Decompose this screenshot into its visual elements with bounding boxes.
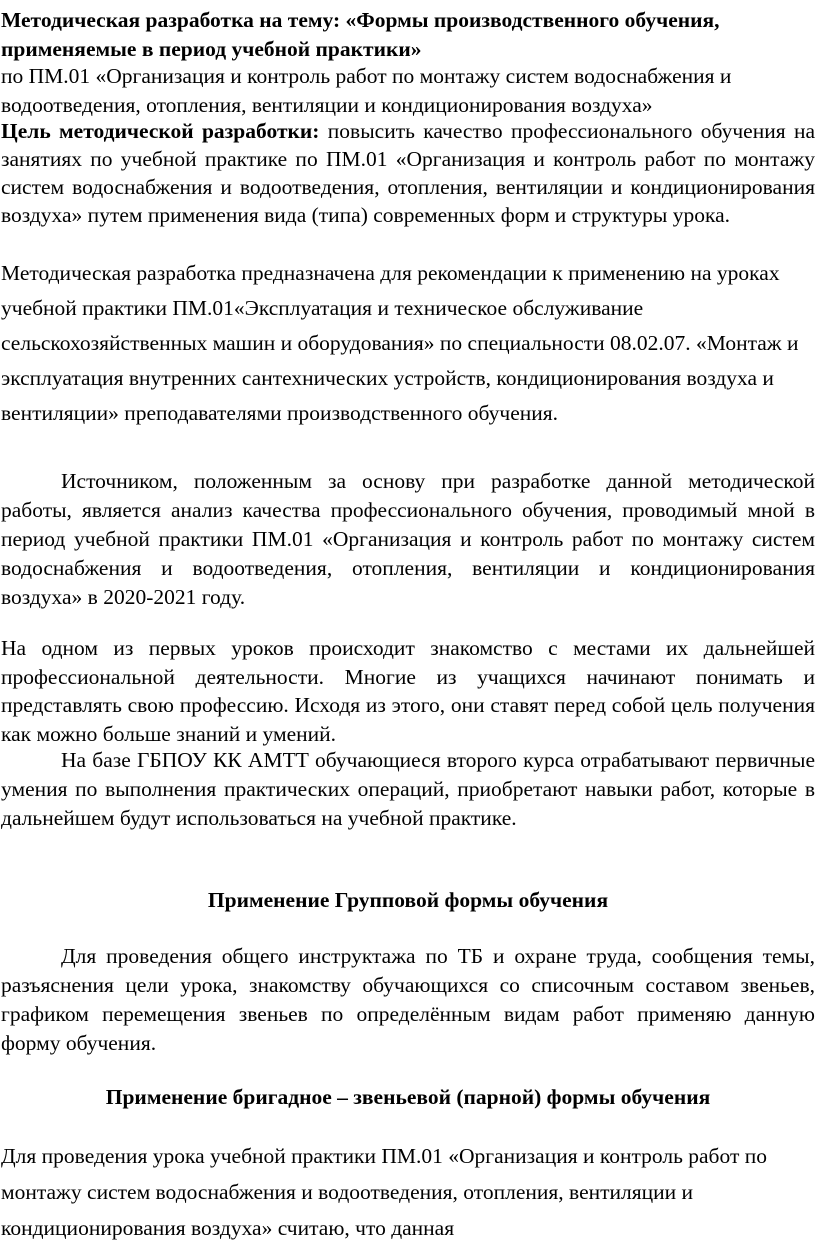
goal-label: Цель методической разработки: [1, 119, 320, 143]
section-heading-brigade: Применение бригадное – звеньевой (парной) формы обучения [105, 1085, 711, 1109]
document-title: Методическая разработка на тему: «Формы производственного обучения, применяемые в период учебной практики» [1, 8, 720, 61]
purpose-paragraph: Методическая разработка предназначена для рекомендации к применению на уроках учебной практики ПМ.01«Эксплуатация и техническое обслуживание сельскохозяйственных машин и оборудования» по специальности 08.02.07. «Монтаж и эксплуатация внутренних сантехнических устройств, кондиционирования воздуха и вентиляции» преподавателями производственного обучения. [1, 261, 799, 425]
brigade-form-paragraph: Для проведения урока учебной практики ПМ.01 «Организация и контроль работ по монтажу систем водоснабжения и водоотведения, отопления, вентиляции и кондиционирования воздуха» считаю, что данная [1, 1144, 767, 1240]
intro-paragraph: На одном из первых уроков происходит знакомство с местами их дальнейшей профессиональной деятельности. Многие из учащихся начинают понимать и представлять свою профессию. Исходя из этого, они ставят перед собой цель получения как можно больше знаний и умений. [1, 636, 815, 746]
document-subtitle: по ПМ.01 «Организация и контроль работ по монтажу систем водоснабжения и водоотведения, отопления, вентиляции и кондиционирования воздуха» [1, 64, 732, 117]
goal-text: повысить качество профессионального обучения на занятиях по учебной практике по ПМ.01 «Организация и контроль работ по монтажу систем водоснабжения и водоотведения, отопления, вентиляции и кондиционирования воздуха» путем применения вида (типа) современных форм и структуры урока. [1, 119, 815, 227]
basis-paragraph: На базе ГБПОУ КК АМТТ обучающиеся второго курса отрабатывают первичные умения по выполнения практических операций, приобретают навыки работ, которые в дальнейшем будут использоваться на учебной практике. [1, 748, 815, 830]
goal-paragraph [1, 117, 815, 229]
section-heading-group: Применение Групповой формы обучения [207, 888, 609, 912]
source-paragraph: Источником, положенным за основу при разработке данной методической работы, является анализ качества профессионального обучения, проводимый мной в период учебной практики ПМ.01 «Организация и контроль работ по монтажу систем водоснабжения и водоотведения, отопления, вентиляции и кондиционирования воздуха» в 2020-2021 году. [1, 469, 815, 609]
group-form-paragraph: Для проведения общего инструктажа по ТБ и охране труда, сообщения темы, разъяснения цели урока, знакомству обучающихся со списочным составом звеньев, графиком перемещения звеньев по определённым видам работ применяю данную форму обучения. [1, 944, 815, 1055]
